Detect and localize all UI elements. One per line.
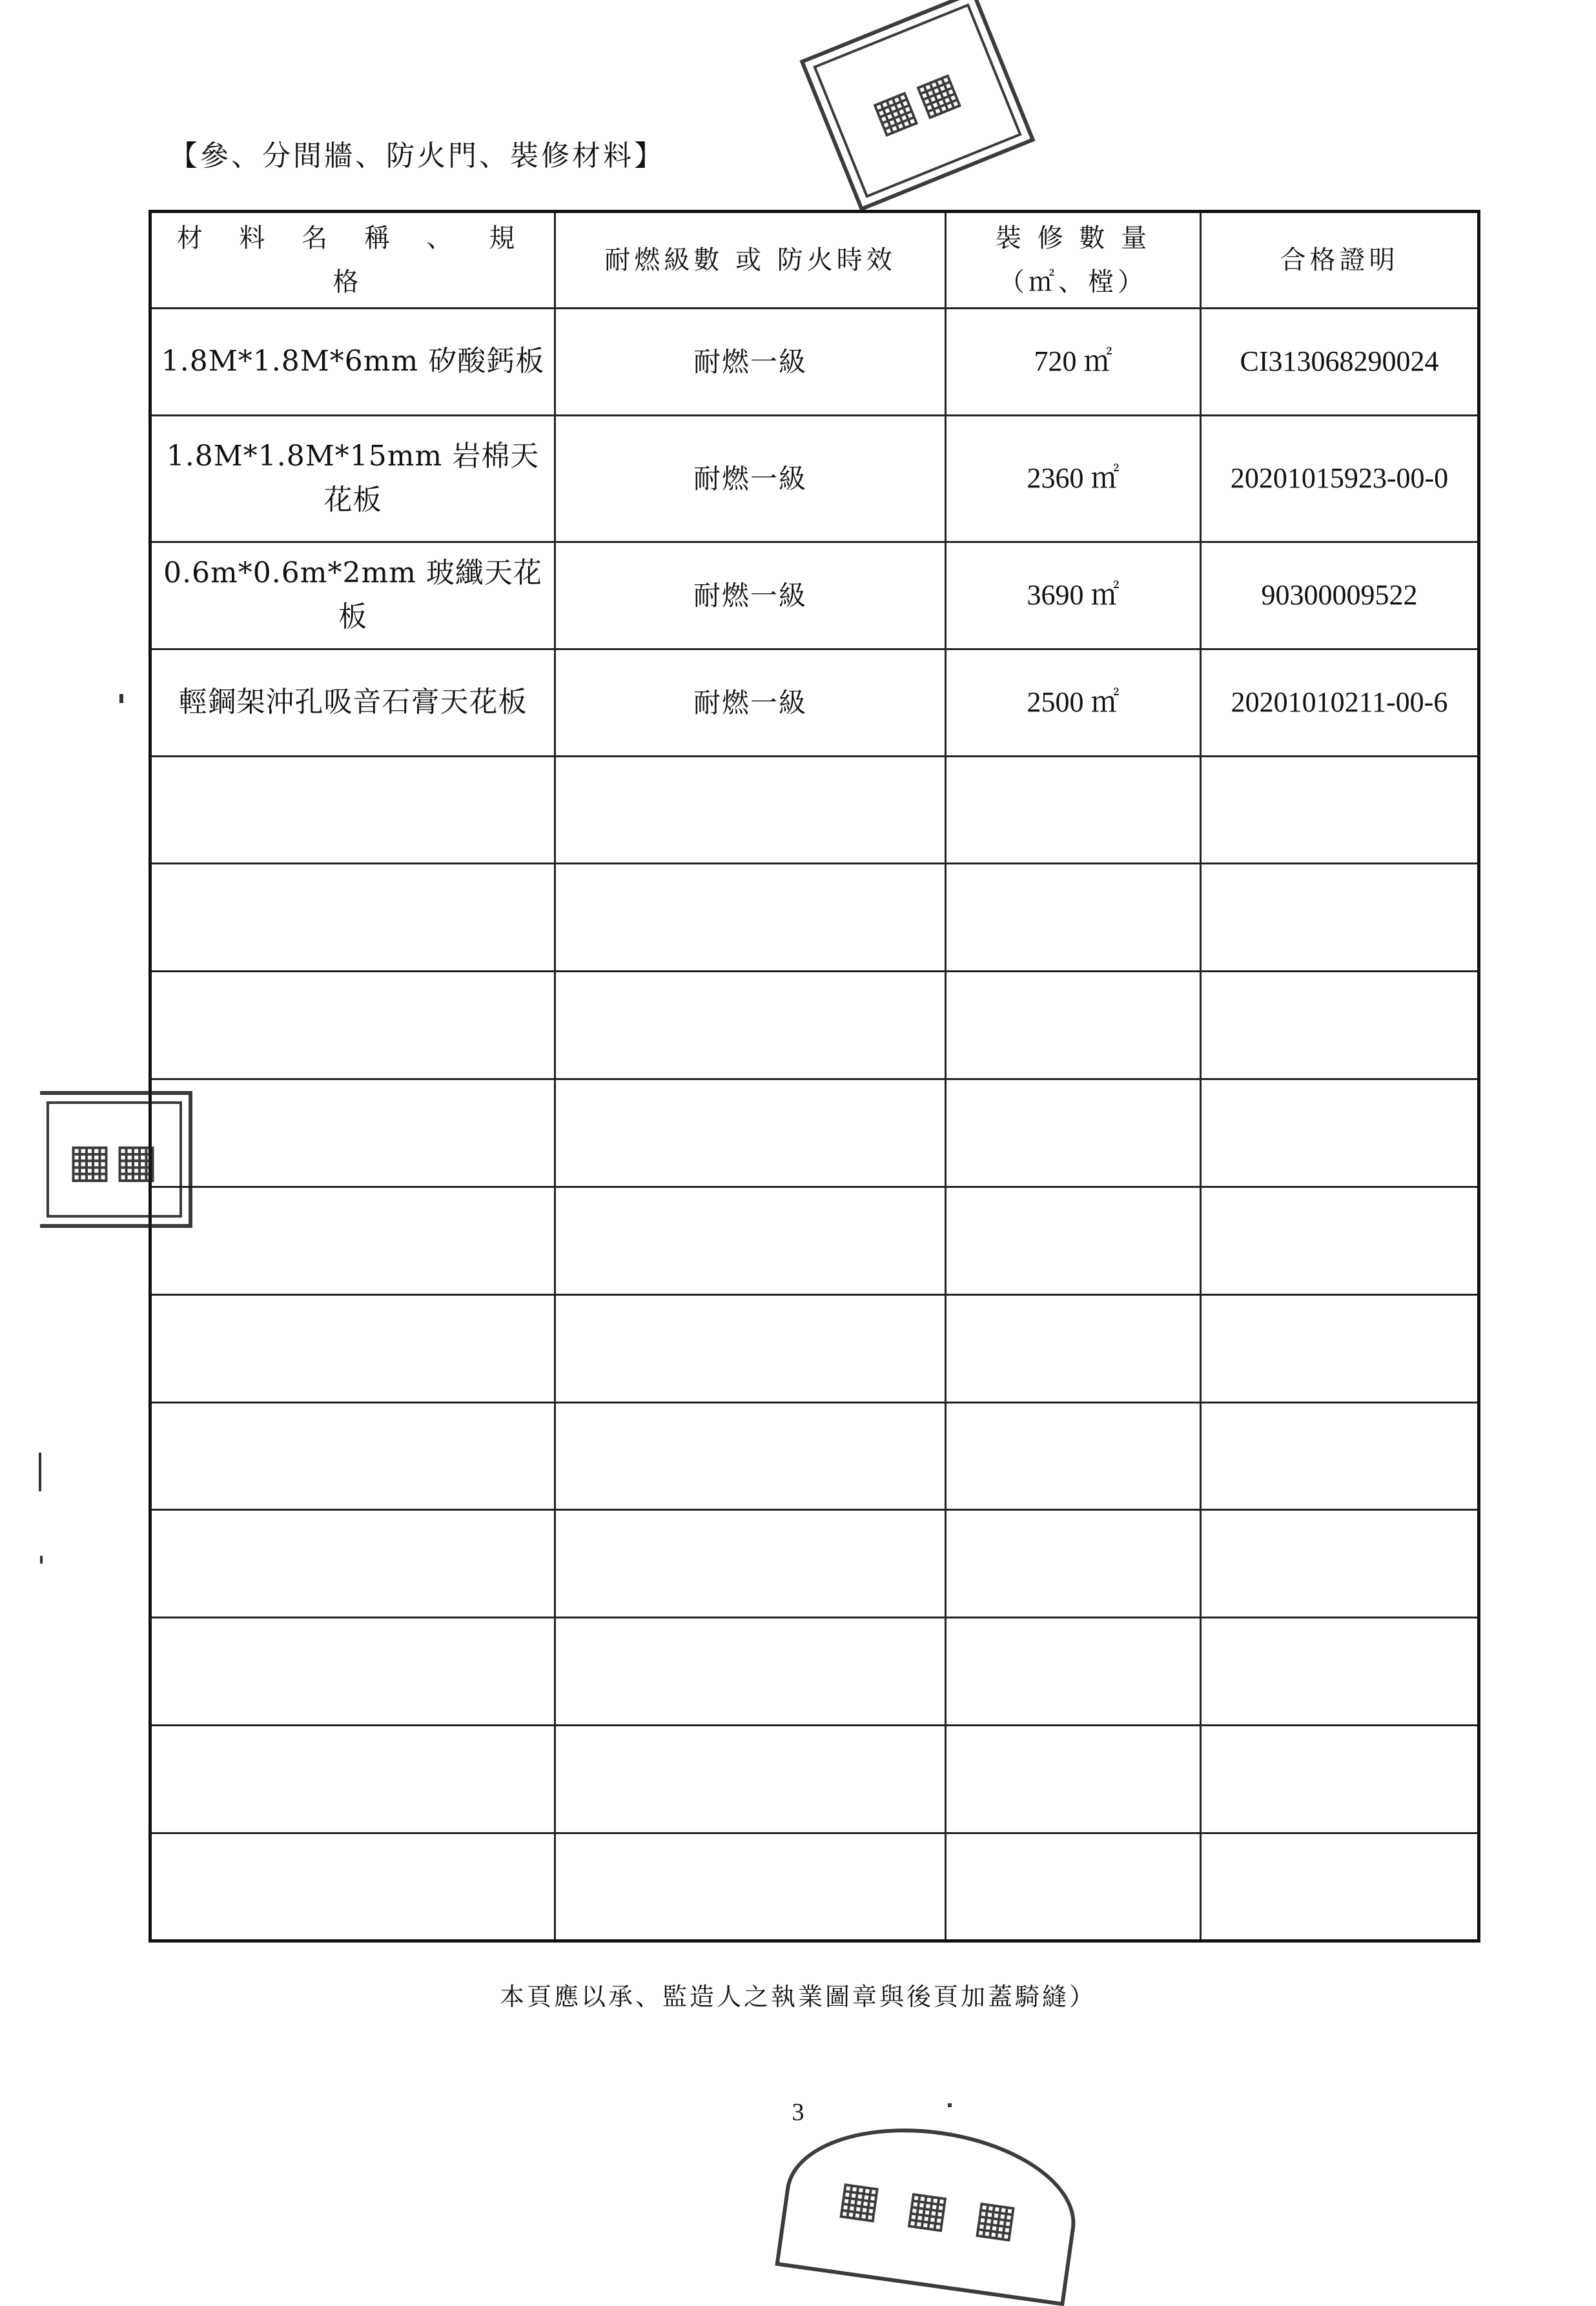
table-body	[150, 309, 1479, 1941]
cell-material-name: 輕鋼架沖孔吸音石膏天花板	[150, 649, 555, 756]
cell-fire-rating	[555, 1294, 946, 1402]
scan-speck	[40, 1556, 43, 1564]
cell-quantity	[946, 1833, 1201, 1941]
cell-certificate: 20201010211-00-6	[1201, 649, 1479, 756]
cell-material-name	[150, 1402, 555, 1510]
cell-fire-rating: 耐燃一級	[555, 649, 946, 756]
cell-quantity	[946, 1402, 1201, 1510]
table-row	[150, 1187, 1479, 1294]
cell-fire-rating	[555, 1726, 946, 1833]
table-row	[150, 649, 1479, 756]
cell-quantity	[946, 756, 1201, 864]
cell-material-name	[150, 1833, 555, 1941]
cell-certificate: 20201015923-00-0	[1201, 415, 1479, 542]
cell-fire-rating	[555, 1833, 946, 1941]
architect-seal-left-inner: ▦▦	[46, 1101, 182, 1218]
cell-material-name	[150, 1079, 555, 1187]
table-row	[150, 1833, 1479, 1941]
cell-material-name	[150, 972, 555, 1079]
scan-speck	[119, 694, 123, 703]
table-row	[150, 1726, 1479, 1833]
cell-quantity	[946, 1618, 1201, 1726]
architect-seal-top-inner: ▦▦	[813, 3, 1021, 198]
cell-quantity: 720 ㎡	[946, 309, 1201, 416]
contractor-seal-bottom-mark: ▦ ▦ ▦	[835, 2168, 1026, 2249]
cell-quantity	[946, 1294, 1201, 1402]
cell-quantity: 3690 ㎡	[946, 542, 1201, 649]
architect-seal-left	[40, 1091, 192, 1228]
cell-material-name	[150, 1726, 555, 1833]
table-row	[150, 542, 1479, 649]
table-header-row	[150, 212, 1479, 309]
cell-quantity: 2360 ㎡	[946, 415, 1201, 542]
header-quantity	[946, 212, 1201, 309]
scan-speck	[39, 1453, 41, 1491]
cell-material-name: 0.6m*0.6m*2mm 玻纖天花板	[150, 542, 555, 649]
cell-fire-rating: 耐燃一級	[555, 415, 946, 542]
table-row	[150, 1402, 1479, 1510]
cell-quantity: 2500 ㎡	[946, 649, 1201, 756]
header-quantity-label: 裝 修 數 量	[995, 223, 1151, 253]
cell-material-name: 1.8M*1.8M*15mm 岩棉天花板	[150, 415, 555, 542]
table-row	[150, 864, 1479, 972]
cell-certificate	[1201, 1187, 1479, 1294]
cell-material-name	[150, 864, 555, 972]
table-row	[150, 1294, 1479, 1402]
table-row	[150, 1510, 1479, 1618]
cell-certificate	[1201, 864, 1479, 972]
cell-fire-rating	[555, 1187, 946, 1294]
cell-certificate	[1201, 1618, 1479, 1726]
cell-material-name: 1.8M*1.8M*6mm 矽酸鈣板	[150, 309, 555, 416]
cell-certificate	[1201, 1833, 1479, 1941]
header-certificate: 合格證明	[1201, 212, 1479, 309]
cell-certificate	[1201, 1079, 1479, 1187]
header-quantity-unit: （㎡、樘）	[999, 267, 1147, 297]
cell-quantity	[946, 1079, 1201, 1187]
cell-material-name	[150, 1294, 555, 1402]
cell-certificate	[1201, 1510, 1479, 1618]
cell-fire-rating: 耐燃一級	[555, 309, 946, 416]
cell-fire-rating	[555, 756, 946, 864]
cell-quantity	[946, 972, 1201, 1079]
cell-fire-rating	[555, 1079, 946, 1187]
cell-certificate	[1201, 972, 1479, 1079]
cell-certificate	[1201, 756, 1479, 864]
cell-certificate	[1201, 1402, 1479, 1510]
cell-fire-rating	[555, 1402, 946, 1510]
cell-fire-rating	[555, 1618, 946, 1726]
table-row	[150, 1079, 1479, 1187]
cell-certificate	[1201, 1726, 1479, 1833]
cell-fire-rating: 耐燃一級	[555, 542, 946, 649]
cell-material-name	[150, 1618, 555, 1726]
contractor-seal-bottom	[775, 2111, 1085, 2306]
table-row	[150, 415, 1479, 542]
cell-fire-rating	[555, 1510, 946, 1618]
cell-material-name	[150, 1187, 555, 1294]
table-row	[150, 972, 1479, 1079]
cell-quantity	[946, 1187, 1201, 1294]
materials-table	[148, 210, 1480, 1943]
table-row	[150, 309, 1479, 416]
header-material-name: 材 料 名 稱 、 規 格	[150, 212, 555, 309]
cell-material-name	[150, 756, 555, 864]
header-fire-rating: 耐燃級數 或 防火時效	[555, 212, 946, 309]
cell-quantity	[946, 1510, 1201, 1618]
architect-seal-top	[799, 0, 1035, 212]
cell-fire-rating	[555, 972, 946, 1079]
cell-quantity	[946, 1726, 1201, 1833]
footer-note: 本頁應以承、監造人之執業圖章與後頁加蓋騎縫）	[499, 1983, 1096, 2011]
section-title: 【參、分間牆、防火門、裝修材料】	[169, 139, 665, 172]
table-row	[150, 1618, 1479, 1726]
scan-speck	[948, 2103, 952, 2107]
cell-certificate	[1201, 1294, 1479, 1402]
cell-certificate: CI313068290024	[1201, 309, 1479, 416]
table-row	[150, 756, 1479, 864]
cell-material-name	[150, 1510, 555, 1618]
cell-certificate: 90300009522	[1201, 542, 1479, 649]
cell-quantity	[946, 864, 1201, 972]
cell-fire-rating	[555, 864, 946, 972]
page-number: 3	[792, 2099, 804, 2126]
